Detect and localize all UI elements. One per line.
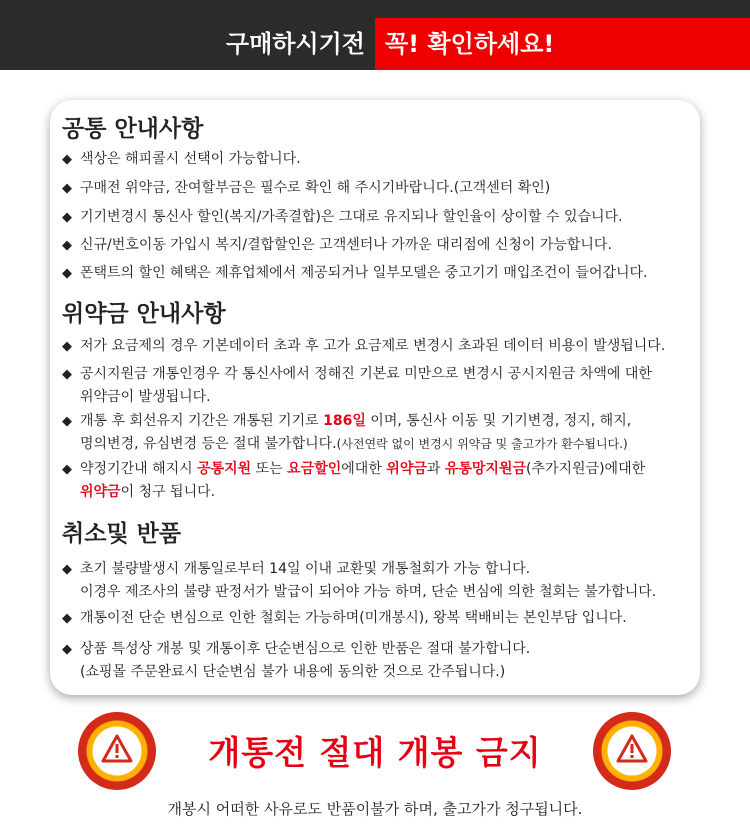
section-title-penalty: 위약금 안내사항 bbox=[62, 301, 226, 327]
list-item: ◆ 개통이전 단순 변심으로 인한 철회는 가능하며(미개봉시), 왕복 택배비는 본인부담 입니다. bbox=[62, 607, 702, 630]
bullet-diamond: ◆ bbox=[62, 339, 72, 354]
bullet-diamond: ◆ bbox=[62, 462, 72, 477]
bullet-diamond: ◆ bbox=[62, 611, 72, 626]
bullet-diamond: ◆ bbox=[62, 367, 72, 382]
list-item: ◆ 색상은 해피콜시 선택이 가능합니다. bbox=[62, 148, 702, 171]
section-title-cancel: 취소및 반품 bbox=[62, 521, 182, 547]
header-bar bbox=[0, 0, 750, 70]
bullet-diamond: ◆ bbox=[62, 266, 72, 281]
warning-note: 개봉시 어떠한 사유로도 반품이불가 하며, 출고가가 청구됩니다. bbox=[167, 800, 583, 818]
warning-title: 개통전 절대 개봉 금지 bbox=[208, 733, 542, 772]
list-item: ◆ 폰택트의 할인 혜택은 제휴업체에서 제공되거나 일부모델은 중고기기 매입조건이 들어갑니다. bbox=[62, 262, 702, 285]
bullet-diamond: ◆ bbox=[62, 562, 72, 577]
list-item: ◆ 공시지원금 개통인경우 각 통신사에서 정해진 기본료 미만으로 변경시 공시지원금 차액에 대한 위약금이 발생됩니다. bbox=[62, 363, 702, 409]
list-item: ◆ 개통 후 회선유지 기간은 개통된 기기로 186일 이며, 통신사 이동 및 기기변경, 정지, 해지, 명의변경, 유심변경 등은 절대 불가합니다.(사전연락 없이 변경시 위약금 및 출고가가 환수됩니다.) bbox=[62, 410, 702, 456]
bullet-diamond: ◆ bbox=[62, 181, 72, 196]
notice-card bbox=[50, 100, 700, 695]
list-item: ◆ 신규/번호이동 가입시 복지/결합할인은 고객센터나 가까운 대리점에 신청이 가능합니다. bbox=[62, 234, 702, 257]
bullet-diamond: ◆ bbox=[62, 210, 72, 225]
list-item: ◆ 초기 불량발생시 개통일로부터 14일 이내 교환및 개통철회가 가능 합니다. 이경우 제조사의 불량 판정서가 발급이 되어야 가능 하며, 단순 변심에 의한 철회는 불가합니다. bbox=[62, 558, 702, 604]
section-title-common: 공통 안내사항 bbox=[62, 116, 204, 142]
bullet-diamond: ◆ bbox=[62, 152, 72, 167]
bullet-diamond: ◆ bbox=[62, 414, 72, 429]
list-item: ◆ 구매전 위약금, 잔여할부금은 필수로 확인 해 주시기바랍니다.(고객센터 확인) bbox=[62, 177, 702, 200]
bullet-diamond: ◆ bbox=[62, 642, 72, 657]
warning-triangle-icon bbox=[593, 712, 671, 790]
highlight-days: 186일 bbox=[323, 413, 366, 429]
warning-triangle-icon bbox=[78, 712, 156, 790]
header-right-text: 꼭! 확인하세요! bbox=[375, 18, 750, 70]
list-item: ◆ 기기변경시 통신사 할인(복지/가족결합)은 그대로 유지되나 할인율이 상이할 수 있습니다. bbox=[62, 206, 702, 229]
list-item: ◆ 저가 요금제의 경우 기본데이터 초과 후 고가 요금제로 변경시 초과된 데이터 비용이 발생됩니다. bbox=[62, 335, 702, 358]
bullet-diamond: ◆ bbox=[62, 238, 72, 253]
list-item: ◆ 약정기간내 해지시 공통지원 또는 요금할인에대한 위약금과 유통망지원금(추가지원금)에대한 위약금이 청구 됩니다. bbox=[62, 458, 702, 504]
header-left-text: 구매하시기전 bbox=[225, 30, 365, 58]
list-item: ◆ 상품 특성상 개봉 및 개통이후 단순변심으로 인한 반품은 절대 불가합니다. (쇼핑몰 주문완료시 단순변심 불가 내용에 동의한 것으로 간주됩니다.) bbox=[62, 638, 702, 684]
